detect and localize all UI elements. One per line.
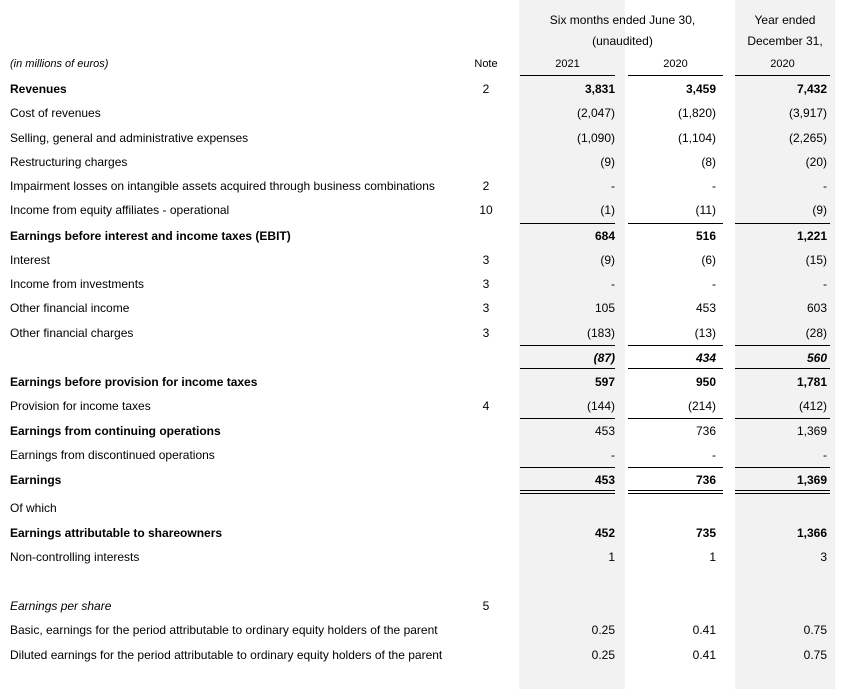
row-value-2020: 516 <box>695 229 716 243</box>
row-value-2021: 453 <box>594 424 615 438</box>
header-unaudited: (unaudited) <box>592 34 653 48</box>
row-value-year: - <box>823 179 827 193</box>
row-value-year: 0.75 <box>803 648 827 662</box>
row-label: Impairment losses on intangible assets acquired through business combinations <box>10 179 435 193</box>
row-note: 3 <box>482 277 490 291</box>
row-note: 3 <box>482 253 490 267</box>
subtotal-rule <box>735 418 830 419</box>
row-label: Earnings attributable to shareowners <box>10 526 223 540</box>
row-value-2020: - <box>712 277 716 291</box>
row-value-year: (2,265) <box>788 131 827 145</box>
row-value-year: (9) <box>812 203 827 217</box>
row-value-year: (412) <box>798 399 827 413</box>
row-value-2020: (13) <box>694 326 716 340</box>
row-value-2020: (11) <box>695 203 716 217</box>
row-value-2020: 453 <box>695 301 716 315</box>
row-value-year: 1,369 <box>796 473 827 487</box>
row-value-2021: 452 <box>594 526 615 540</box>
row-value-2021: (2,047) <box>576 106 615 120</box>
row-value-year: 1,366 <box>796 526 827 540</box>
row-label: Selling, general and administrative expenses <box>10 131 249 145</box>
row-label: Interest <box>10 253 51 267</box>
row-value-2020: 1 <box>709 550 716 564</box>
row-value-2021: 1 <box>608 550 615 564</box>
row-label: Income from investments <box>10 277 145 291</box>
row-value-2021: 3,831 <box>584 82 615 96</box>
row-value-2021: (9) <box>600 253 615 267</box>
note-header: Note <box>474 58 498 70</box>
subtotal-rule <box>735 368 830 369</box>
subtotal-rule <box>520 223 615 224</box>
total-double-rule <box>520 493 615 494</box>
total-double-rule <box>520 490 615 491</box>
row-note: 3 <box>482 326 490 340</box>
row-value-year: - <box>823 448 827 462</box>
header-rule <box>520 75 615 76</box>
row-label: Revenues <box>10 82 67 96</box>
header-six-months: Six months ended June 30, <box>549 13 696 27</box>
row-value-2020: (6) <box>701 253 716 267</box>
subtotal-rule <box>735 467 830 468</box>
row-label: Other financial income <box>10 301 130 315</box>
row-value-2020: 3,459 <box>685 82 716 96</box>
row-value-2021: (9) <box>600 155 615 169</box>
row-note: 3 <box>482 301 490 315</box>
row-value-2020: 735 <box>695 526 716 540</box>
row-value-year: 0.75 <box>803 623 827 637</box>
row-value-year: (15) <box>805 253 827 267</box>
row-note: 4 <box>482 399 490 413</box>
row-label: Earnings <box>10 473 62 487</box>
subtotal-rule <box>628 368 723 369</box>
subtotal-rule <box>628 418 723 419</box>
subtotal-rule <box>735 223 830 224</box>
row-value-2021: (1,090) <box>576 131 615 145</box>
row-value-2021: (183) <box>586 326 615 340</box>
row-label: Non-controlling interests <box>10 550 140 564</box>
row-value-2020: (1,104) <box>677 131 716 145</box>
row-value-year: (20) <box>805 155 827 169</box>
row-note: 2 <box>482 179 490 193</box>
row-value-2021: 684 <box>594 229 615 243</box>
row-value-2020: 736 <box>695 424 716 438</box>
row-value-2020: 736 <box>695 473 716 487</box>
row-value-2020: 0.41 <box>692 648 716 662</box>
row-value-2020: - <box>712 179 716 193</box>
header-rule <box>735 75 830 76</box>
row-value-2021: 597 <box>594 375 615 389</box>
row-label: Of which <box>10 501 57 515</box>
row-value-2021: - <box>611 277 615 291</box>
total-double-rule <box>628 493 723 494</box>
row-label: Provision for income taxes <box>10 399 151 413</box>
row-value-2020: 434 <box>695 351 716 365</box>
row-value-year: 560 <box>806 351 827 365</box>
row-value-year: 3 <box>820 550 827 564</box>
row-label: Other financial charges <box>10 326 134 340</box>
subtotal-rule <box>628 223 723 224</box>
row-value-year: - <box>823 277 827 291</box>
row-value-year: 1,369 <box>796 424 827 438</box>
row-label: Earnings before provision for income taxes <box>10 375 258 389</box>
header-december: December 31, <box>747 34 823 48</box>
row-note: 2 <box>482 82 490 96</box>
row-value-2020: 0.41 <box>692 623 716 637</box>
header-year-ended: Year ended <box>754 13 816 27</box>
row-value-2020: 950 <box>695 375 716 389</box>
row-label: Earnings before interest and income taxes (EBIT) <box>10 229 291 243</box>
row-value-2020: (1,820) <box>677 106 716 120</box>
row-value-2021: 0.25 <box>591 623 615 637</box>
row-label: Income from equity affiliates - operational <box>10 203 230 217</box>
row-value-year: (28) <box>805 326 827 340</box>
col-2020-year-header: 2020 <box>770 58 795 70</box>
total-double-rule <box>735 493 830 494</box>
row-value-2020: - <box>712 448 716 462</box>
row-value-2021: (87) <box>593 351 615 365</box>
row-value-year: 7,432 <box>796 82 827 96</box>
row-value-2021: (1) <box>600 203 615 217</box>
row-value-2020: (214) <box>687 399 716 413</box>
subtotal-rule <box>735 345 830 346</box>
total-double-rule <box>735 490 830 491</box>
units-label: (in millions of euros) <box>10 58 109 70</box>
row-value-2021: - <box>611 448 615 462</box>
row-label: Diluted earnings for the period attributable to ordinary equity holders of the parent <box>10 648 443 662</box>
row-value-year: 1,781 <box>796 375 827 389</box>
row-label: Cost of revenues <box>10 106 101 120</box>
subtotal-rule <box>520 345 615 346</box>
row-value-year: 1,221 <box>796 229 827 243</box>
subtotal-rule <box>520 467 615 468</box>
subtotal-rule <box>628 467 723 468</box>
header-rule <box>628 75 723 76</box>
subtotal-rule <box>520 418 615 419</box>
row-value-2021: (144) <box>586 399 615 413</box>
row-value-2021: - <box>611 179 615 193</box>
row-value-2021: 105 <box>594 301 615 315</box>
subtotal-rule <box>628 345 723 346</box>
total-double-rule <box>628 490 723 491</box>
row-value-2020: (8) <box>701 155 716 169</box>
row-note: 10 <box>479 203 493 217</box>
subtotal-rule <box>520 368 615 369</box>
row-label: Earnings from discontinued operations <box>10 448 215 462</box>
row-label: Basic, earnings for the period attributable to ordinary equity holders of the parent <box>10 623 438 637</box>
col-2021-header: 2021 <box>555 58 580 70</box>
row-value-year: 603 <box>806 301 827 315</box>
row-value-2021: 0.25 <box>591 648 615 662</box>
row-value-year: (3,917) <box>788 106 827 120</box>
row-value-2021: 453 <box>594 473 615 487</box>
row-label: Earnings from continuing operations <box>10 424 221 438</box>
row-note: 5 <box>482 599 490 613</box>
row-label: Earnings per share <box>10 599 112 613</box>
col-2020-header: 2020 <box>663 58 688 70</box>
row-label: Restructuring charges <box>10 155 128 169</box>
